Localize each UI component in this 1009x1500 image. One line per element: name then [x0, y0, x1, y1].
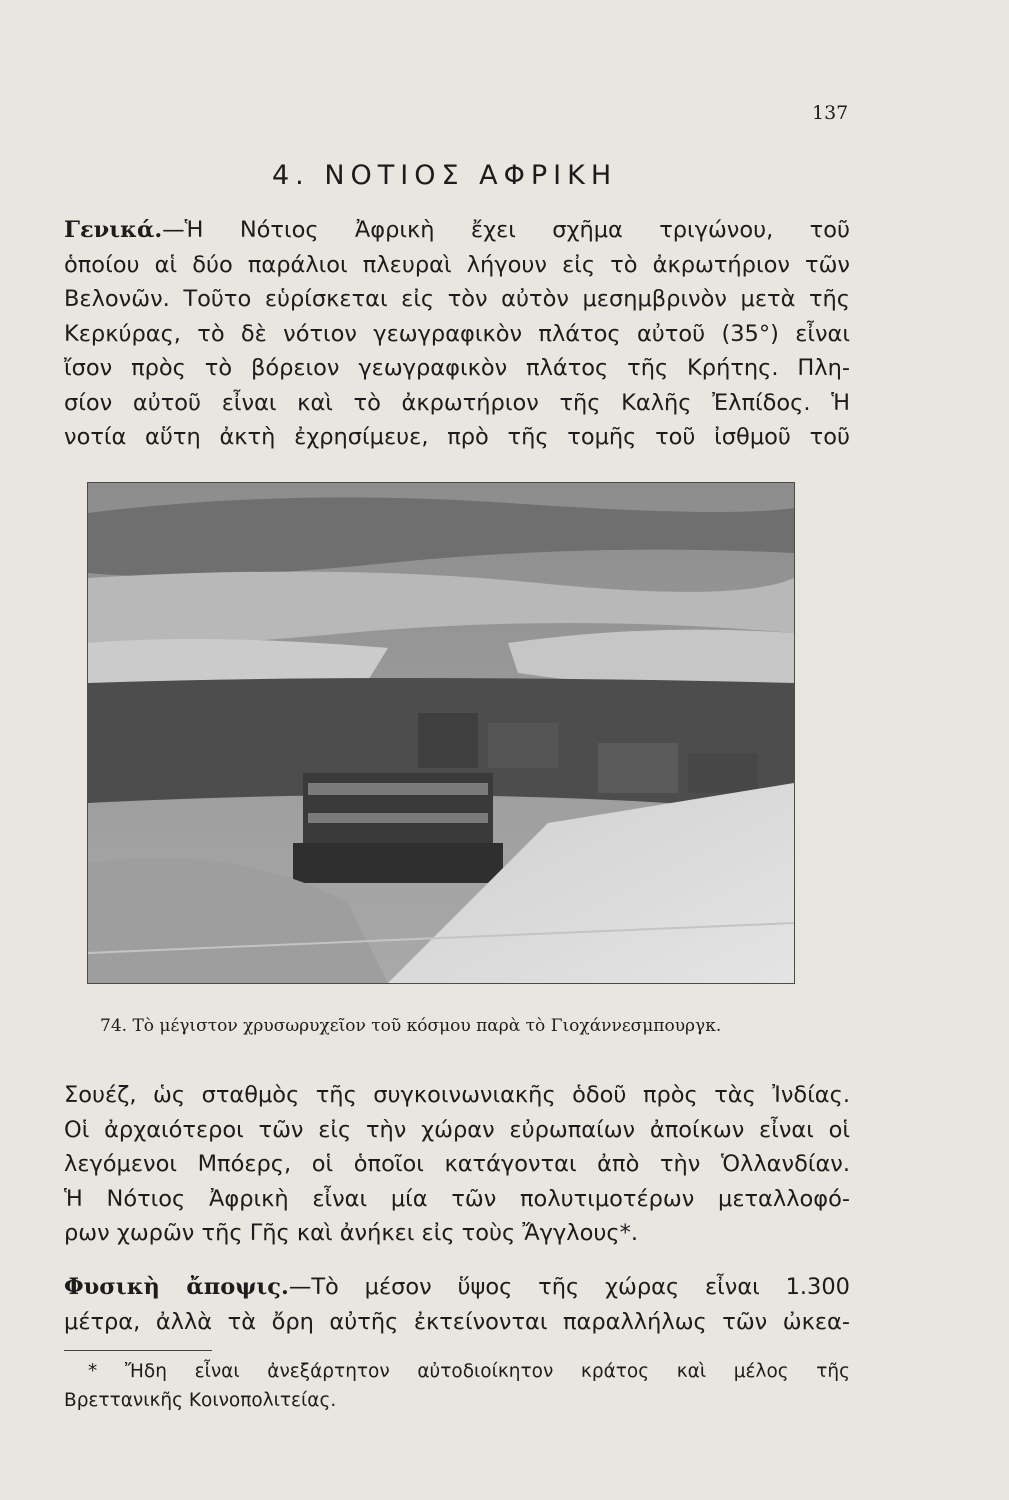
text-line: ἴσον πρὸς τὸ βόρειον γεωγραφικὸν πλάτος τῆς Κρήτης. Πλη- [64, 355, 850, 381]
text-line: ὁποίου αἱ δύο παράλιοι πλευραὶ λήγουν εἰς τὸ ἀκρωτήριον τῶν [64, 251, 850, 278]
text-line: λεγόμενοι Μπόερς, οἱ ὁποῖοι κατάγονται ἀπὸ τὴν Ὁλλανδίαν. [64, 1151, 850, 1177]
footnote-line: * Ἤδη εἶναι ἀνεξάρτητον αὐτοδιοίκητον κράτος καὶ μέλος τῆς [88, 1361, 850, 1382]
text-line: σίον αὐτοῦ εἶναι καὶ τὸ ἀκρωτήριον τῆς Καλῆς Ἐλπίδος. Ἡ [64, 389, 850, 416]
text-line: Κερκύρας, τὸ δὲ νότιον γεωγραφικὸν πλάτος αὐτοῦ (35°) εἶναι [64, 320, 850, 347]
footnote-divider [64, 1350, 212, 1351]
text-line-content: —Ἡ Νότιος Ἀφρικὴ ἔχει σχῆμα τριγώνου, τοῦ [162, 217, 850, 243]
text-line: Οἱ ἀρχαιότεροι τῶν εἰς τὴν χώραν εὐρωπαίων ἀποίκων εἶναι οἱ [64, 1116, 850, 1143]
text-line: μέτρα, ἀλλὰ τὰ ὄρη αὐτῆς ἐκτείνονται παραλλήλως τῶν ὠκεα- [64, 1308, 850, 1335]
text-line: ρων χωρῶν τῆς Γῆς καὶ ἀνήκει εἰς τοὺς Ἄγγλους*. [64, 1220, 639, 1246]
paragraph-physical-view [64, 1270, 850, 1339]
text-line: νοτία αὕτη ἀκτὴ ἐχρησίμευε, πρὸ τῆς τομῆς τοῦ ἰσθμοῦ τοῦ [64, 424, 850, 450]
chapter-title: 4. ΝΟΤΙΟΣ ΑΦΡΙΚΗ [272, 160, 618, 191]
text-line: Σουέζ, ὡς σταθμὸς τῆς συγκοινωνιακῆς ὁδοῦ πρὸς τὰς Ἰνδίας. [64, 1082, 850, 1108]
section-lead-physical-view: Φυσικὴ ἄποψις. [64, 1274, 289, 1300]
paragraph-general [64, 213, 850, 455]
figure-caption: 74. Τὸ μέγιστον χρυσωρυχεῖον τοῦ κόσμου παρὰ τὸ Γιοχάννεσμπουργκ. [100, 1016, 722, 1036]
text-line [64, 1270, 850, 1305]
text-line-content: —Τὸ μέσον ὕψος τῆς χώρας εἶναι 1.300 [288, 1274, 851, 1300]
text-line [64, 213, 850, 248]
text-line: Βελονῶν. Τοῦτο εὑρίσκεται εἰς τὸν αὐτὸν μεσημβρινὸν μετὰ τῆς [64, 286, 850, 312]
paragraph-settlers [64, 1078, 850, 1251]
gold-mine-photograph [87, 482, 795, 984]
footnote [64, 1357, 850, 1415]
footnote-line: Βρεττανικῆς Κοινοπολιτείας. [64, 1390, 337, 1411]
text-line: Ἡ Νότιος Ἀφρικὴ εἶναι μία τῶν πολυτιμοτέρων μεταλλοφό- [64, 1185, 850, 1212]
page-number: 137 [812, 102, 849, 124]
section-lead-general: Γενικά. [64, 217, 163, 243]
